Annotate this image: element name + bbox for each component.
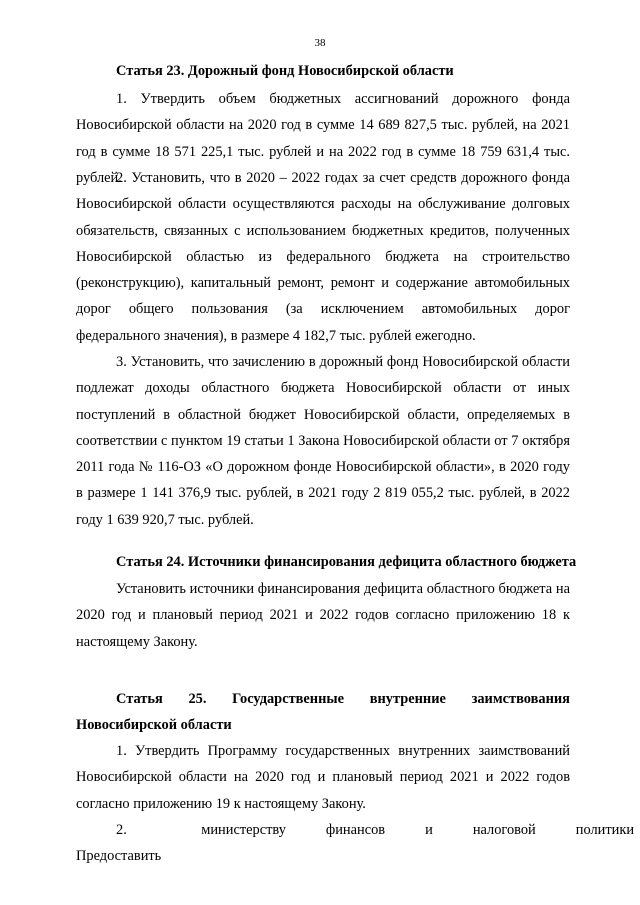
article-25-p2-word: министерству bbox=[201, 822, 286, 838]
article-25-title-word: Государственные bbox=[232, 691, 345, 707]
article-23-paragraph-2: 2. Установить, что в 2020 – 2022 годах за счет средств дорожного фонда Новосибирской области осуществляются расходы на обслуживание долговых обязательств, связанных с использованием бюджетных кредитов, полученных Новосибирской областью из федерального бюджета на строительство (реконструкцию), капитальный ремонт, ремонт и содержание автомобильных дорог общего пользования (за исключением автомобильных дорог федерального значения), в размере 4 182,7 тыс. рублей ежегодно. bbox=[76, 170, 570, 344]
article-25-p2-word: и bbox=[425, 822, 433, 838]
article-23-title: Статья 23. Дорожный фонд Новосибирской области bbox=[116, 63, 454, 79]
article-25-p2-word: 2. Предоставить bbox=[76, 822, 162, 865]
article-25-paragraph-2 bbox=[76, 817, 635, 870]
article-25-p2-word: финансов bbox=[325, 822, 386, 838]
article-24-title: Статья 24. Источники финансирования дефицита областного бюджета bbox=[116, 554, 577, 570]
article-25-p2-word: налоговой bbox=[472, 822, 536, 838]
article-24-paragraph-1: Установить источники финансирования дефицита областного бюджета на 2020 год и плановый период 2021 и 2022 годов согласно приложению 18 к настоящему Закону. bbox=[76, 581, 570, 650]
article-25-title-line-2: Новосибирской области bbox=[76, 717, 232, 733]
article-25-title-word: Статья bbox=[116, 691, 163, 707]
page-number: 38 bbox=[314, 37, 326, 49]
article-23-paragraph-1: 1. Утвердить объем бюджетных ассигнований дорожного фонда Новосибирской области на 2020 год в сумме 14 689 827,5 тыс. рублей, на 2021 год в сумме 18 571 225,1 тыс. рублей и на 2022 год в сумме 18 759 631,4 тыс. рублей. bbox=[76, 91, 570, 186]
article-25-paragraph-1: 1. Утвердить Программу государственных внутренних заимствований Новосибирской области на 2020 год и плановый период 2021 и 2022 годов согласно приложению 19 к настоящему Закону. bbox=[76, 743, 570, 812]
article-25-title-word: внутренние bbox=[369, 691, 446, 707]
article-25-title-word: 25. bbox=[188, 691, 207, 707]
article-25-title bbox=[76, 686, 570, 738]
article-23-paragraph-3: 3. Установить, что зачислению в дорожный фонд Новосибирской области подлежат доходы областного бюджета Новосибирской области от иных поступлений в областной бюджет Новосибирской области, определяемых в соответствии с пунктом 19 статьи 1 Закона Новосибирской области от 7 октября 2011 года № 116-ОЗ «О дорожном фонде Новосибирской области», в 2020 году в размере 1 141 376,9 тыс. рублей, в 2021 году 2 819 055,2 тыс. рублей, в 2022 году 1 639 920,7 тыс. рублей. bbox=[76, 354, 570, 528]
article-25-p2-word: политики bbox=[575, 822, 635, 838]
article-25-title-word: заимствования bbox=[471, 691, 570, 707]
